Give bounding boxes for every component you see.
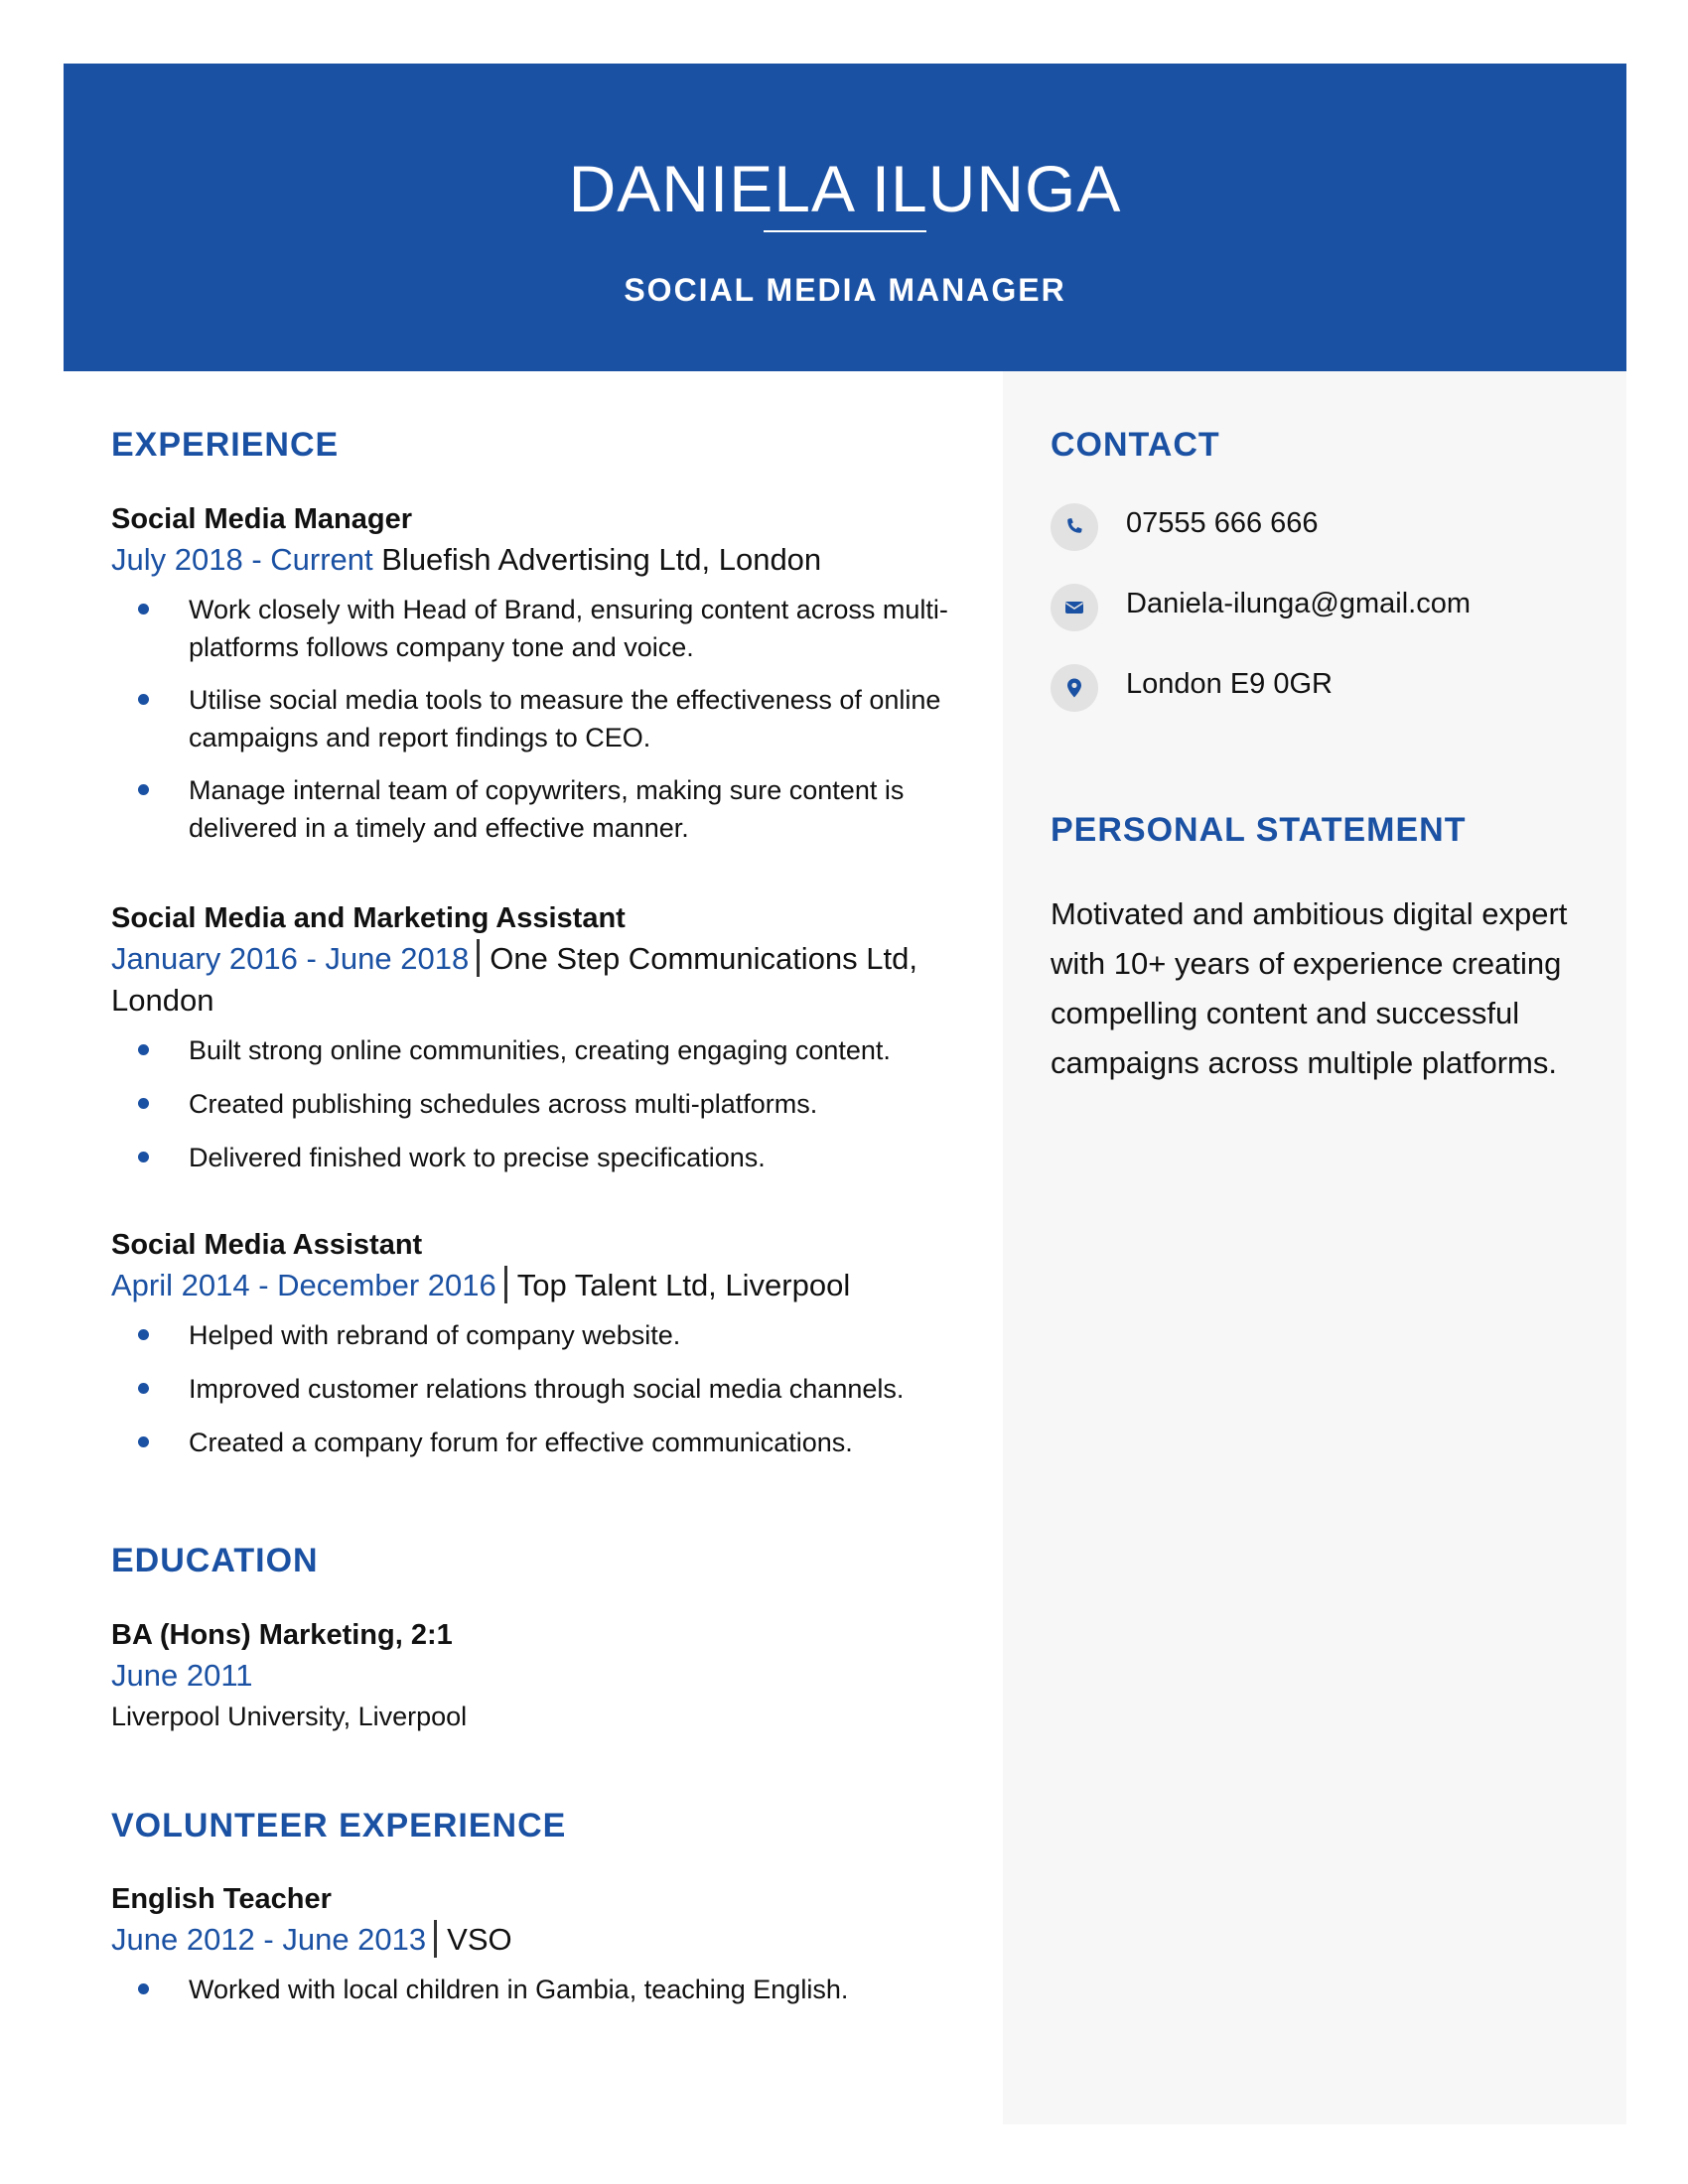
bullet-dot-icon: [138, 1436, 149, 1447]
bullet-dot-icon: [138, 1983, 149, 1994]
education-entry: [111, 1615, 965, 1736]
sidebar-panel: [1003, 371, 1626, 2124]
job-dates: April 2014 - December 2016: [111, 1268, 496, 1302]
bullet-dot-icon: [138, 1044, 149, 1055]
map-pin-icon: [1051, 664, 1098, 712]
phone-icon: [1051, 503, 1098, 551]
list-item: Manage internal team of copywriters, making sure content is delivered in a timely and effective manner.: [111, 771, 965, 847]
education-heading: EDUCATION: [111, 1542, 319, 1579]
job-meta: [111, 1265, 965, 1306]
phone-number[interactable]: 07555 666 666: [1126, 507, 1319, 539]
job-bullets: [111, 1031, 965, 1176]
volunteer-entry: [111, 1879, 965, 2008]
candidate-job-title: SOCIAL MEDIA MANAGER: [624, 272, 1066, 308]
envelope-icon: [1051, 584, 1098, 631]
job-title: Social Media and Marketing Assistant: [111, 902, 626, 934]
list-item: Created publishing schedules across multi-platforms.: [111, 1085, 965, 1123]
list-item: Improved customer relations through social media channels.: [111, 1370, 965, 1408]
bullet-dot-icon: [138, 1098, 149, 1109]
job-company: Bluefish Advertising Ltd, London: [381, 542, 822, 577]
bullet-dot-icon: [138, 604, 149, 614]
email-address[interactable]: Daniela-ilunga@gmail.com: [1126, 588, 1471, 619]
experience-job-2: [111, 898, 965, 1176]
job-title: Social Media Assistant: [111, 1229, 423, 1261]
candidate-name: DANIELA ILUNGA: [568, 152, 1122, 225]
list-item: Built strong online communities, creating engaging content.: [111, 1031, 965, 1069]
job-dates: July 2018 - Current: [111, 542, 373, 577]
job-bullets: [111, 1316, 965, 1461]
location-text: London E9 0GR: [1126, 668, 1333, 700]
list-item: Helped with rebrand of company website.: [111, 1316, 965, 1354]
bullet-dot-icon: [138, 1329, 149, 1340]
meta-separator: [434, 1920, 437, 1958]
job-dates: January 2016 - June 2018: [111, 941, 470, 976]
job-bullets: [111, 591, 965, 847]
job-company: One Step Communications Ltd, London: [111, 941, 917, 1018]
personal-statement-heading: PERSONAL STATEMENT: [1051, 811, 1467, 849]
contact-heading: CONTACT: [1051, 426, 1220, 464]
job-meta: [111, 938, 965, 1022]
meta-separator: [504, 1266, 507, 1303]
job-company: Top Talent Ltd, Liverpool: [516, 1268, 851, 1302]
bullet-dot-icon: [138, 694, 149, 705]
job-meta: [111, 1919, 965, 1961]
list-item: Utilise social media tools to measure the effectiveness of online campaigns and report findings to CEO.: [111, 681, 965, 756]
resume-header: [64, 64, 1626, 371]
volunteer-dates: June 2012 - June 2013: [111, 1922, 427, 1957]
volunteer-org: VSO: [447, 1922, 512, 1957]
bullet-dot-icon: [138, 784, 149, 795]
job-title: Social Media Manager: [111, 503, 412, 535]
volunteer-role: English Teacher: [111, 1883, 332, 1915]
degree-title: BA (Hons) Marketing, 2:1: [111, 1619, 453, 1651]
meta-separator: [477, 939, 480, 977]
experience-job-1: [111, 499, 965, 847]
school-name: Liverpool University, Liverpool: [111, 1702, 468, 1731]
list-item: Created a company forum for effective communications.: [111, 1424, 965, 1461]
job-meta: [111, 539, 965, 581]
header-divider: [764, 230, 926, 232]
volunteer-bullets: [111, 1971, 965, 2008]
bullet-dot-icon: [138, 1383, 149, 1394]
education-date-row: [111, 1655, 965, 1697]
list-item: Worked with local children in Gambia, teaching English.: [111, 1971, 965, 2008]
list-item: Delivered finished work to precise specifications.: [111, 1139, 965, 1176]
experience-job-3: [111, 1225, 965, 1461]
experience-heading: EXPERIENCE: [111, 426, 340, 464]
education-date: June 2011: [111, 1658, 253, 1693]
volunteer-heading: VOLUNTEER EXPERIENCE: [111, 1807, 567, 1844]
list-item: Work closely with Head of Brand, ensuring content across multi-platforms follows company tone and voice.: [111, 591, 965, 666]
bullet-dot-icon: [138, 1152, 149, 1162]
personal-statement-text: Motivated and ambitious digital expert with 10+ years of experience creating compelling content and successful campaigns across multiple platforms.: [1051, 896, 1568, 1080]
